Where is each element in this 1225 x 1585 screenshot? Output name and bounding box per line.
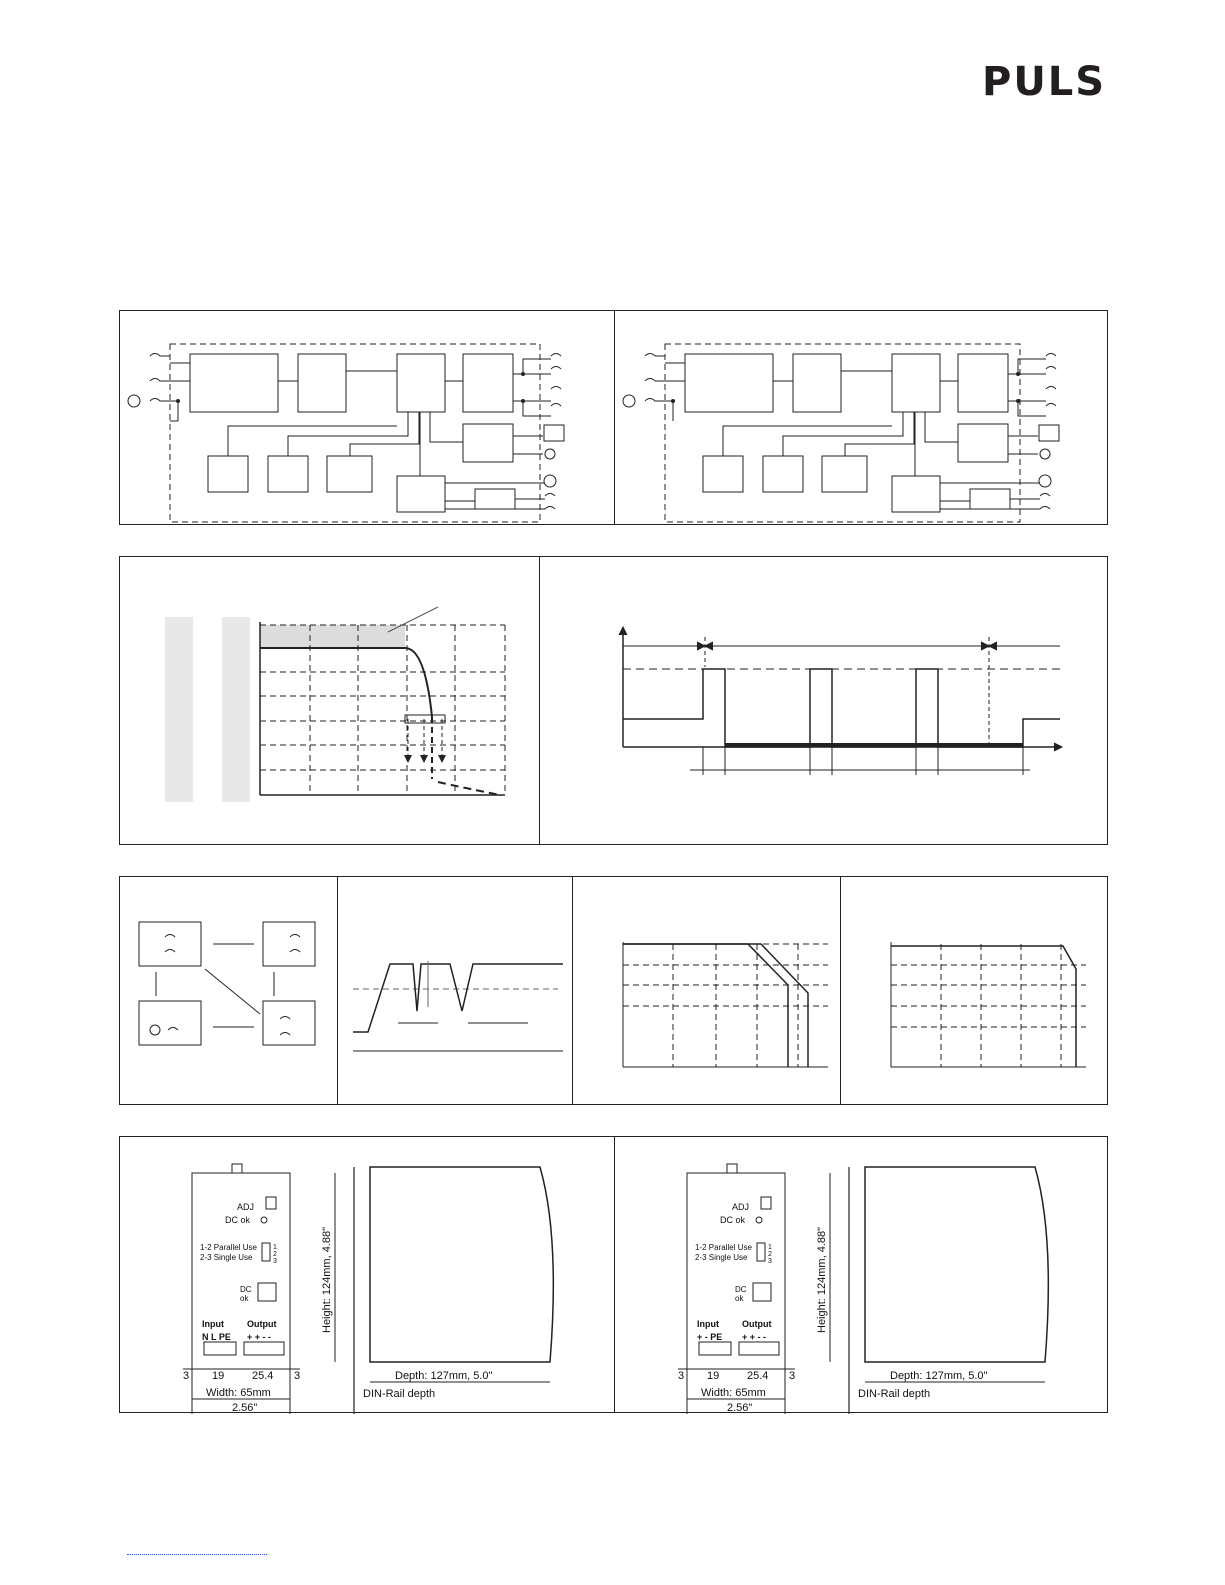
derating-chart-2-svg [841,877,1109,1106]
dim-edge-left: 3 [678,1370,685,1382]
dim-25-4: 25.4 [252,1370,274,1382]
dim-25-4: 25.4 [747,1370,769,1382]
footer-link-underline[interactable] [127,1554,267,1555]
output-terminals-label: + + - - [742,1332,767,1342]
dc-contact-label: DC [735,1285,747,1294]
height-label: Height: 124mm, 4.88" [321,1226,333,1333]
dim-edge-right: 3 [789,1370,796,1382]
characteristics-row [119,556,1108,845]
width-label: Width: 65mm [206,1387,271,1399]
dc-ok-label: DC ok [720,1215,746,1225]
block-diagram-ac [120,311,614,524]
hiccup-diagram-svg [540,557,1109,846]
output-label: Output [742,1319,772,1329]
switch-num-2: 2 [273,1251,277,1258]
output-characteristic-svg [120,557,539,846]
dim-edge-right: 3 [294,1370,301,1382]
output-characteristic [120,557,539,844]
switch-num-1: 1 [768,1244,772,1251]
isolation-diagram [120,877,337,1104]
block-diagram-ac-svg [120,311,614,526]
hiccup-diagram [539,557,1109,844]
switch-num-2: 2 [768,1251,772,1258]
switch-num-3: 3 [273,1258,277,1265]
width-inch-label: 2.56" [232,1402,258,1414]
ok-contact-label: ok [240,1294,249,1303]
width-label: Width: 65mm [701,1387,766,1399]
dimension-drawing-ac [120,1137,614,1412]
dim-19: 19 [707,1370,720,1382]
derating-chart-2 [840,877,1109,1104]
depth-label: Depth: 127mm, 5.0" [395,1370,493,1382]
derating-chart-1 [572,877,840,1104]
switch-num-3: 3 [768,1258,772,1265]
isolation-diagram-svg [120,877,337,1106]
input-label: Input [202,1319,224,1329]
output-label: Output [247,1319,277,1329]
dimension-drawing-dc [614,1137,1109,1412]
holdup-diagram [337,877,572,1104]
dc-ok-label: DC ok [225,1215,251,1225]
dim-19: 19 [212,1370,225,1382]
din-rail-label: DIN-Rail depth [363,1388,436,1400]
single-use-label: 2-3 Single Use [200,1253,253,1262]
input-label: Input [697,1319,719,1329]
dc-contact-label: DC [240,1285,252,1294]
dimension-drawing-ac-svg [120,1137,614,1414]
block-diagram-dc [614,311,1109,524]
adj-label: ADJ [237,1202,255,1212]
ok-contact-label: ok [735,1294,744,1303]
derating-chart-1-svg [573,877,840,1106]
dimension-drawing-dc-svg [615,1137,1109,1414]
dim-edge-left: 3 [183,1370,190,1382]
output-terminals-label: + + - - [247,1332,272,1342]
holdup-diagram-svg [338,877,572,1106]
block-diagram-row [119,310,1108,525]
puls-logo: PULS [982,59,1107,105]
height-label: Height: 124mm, 4.88" [816,1226,828,1333]
switch-num-1: 1 [273,1244,277,1251]
din-rail-label: DIN-Rail depth [858,1388,931,1400]
adj-label: ADJ [732,1202,750,1212]
block-diagram-dc-svg [615,311,1109,526]
depth-label: Depth: 127mm, 5.0" [890,1370,988,1382]
single-use-label: 2-3 Single Use [695,1253,748,1262]
details-row [119,876,1108,1105]
parallel-use-label: 1-2 Parallel Use [695,1243,752,1252]
input-terminals-label: N L PE [202,1332,231,1342]
dimensions-row [119,1136,1108,1413]
parallel-use-label: 1-2 Parallel Use [200,1243,257,1252]
input-terminals-label: + - PE [697,1332,723,1342]
width-inch-label: 2.56" [727,1402,753,1414]
